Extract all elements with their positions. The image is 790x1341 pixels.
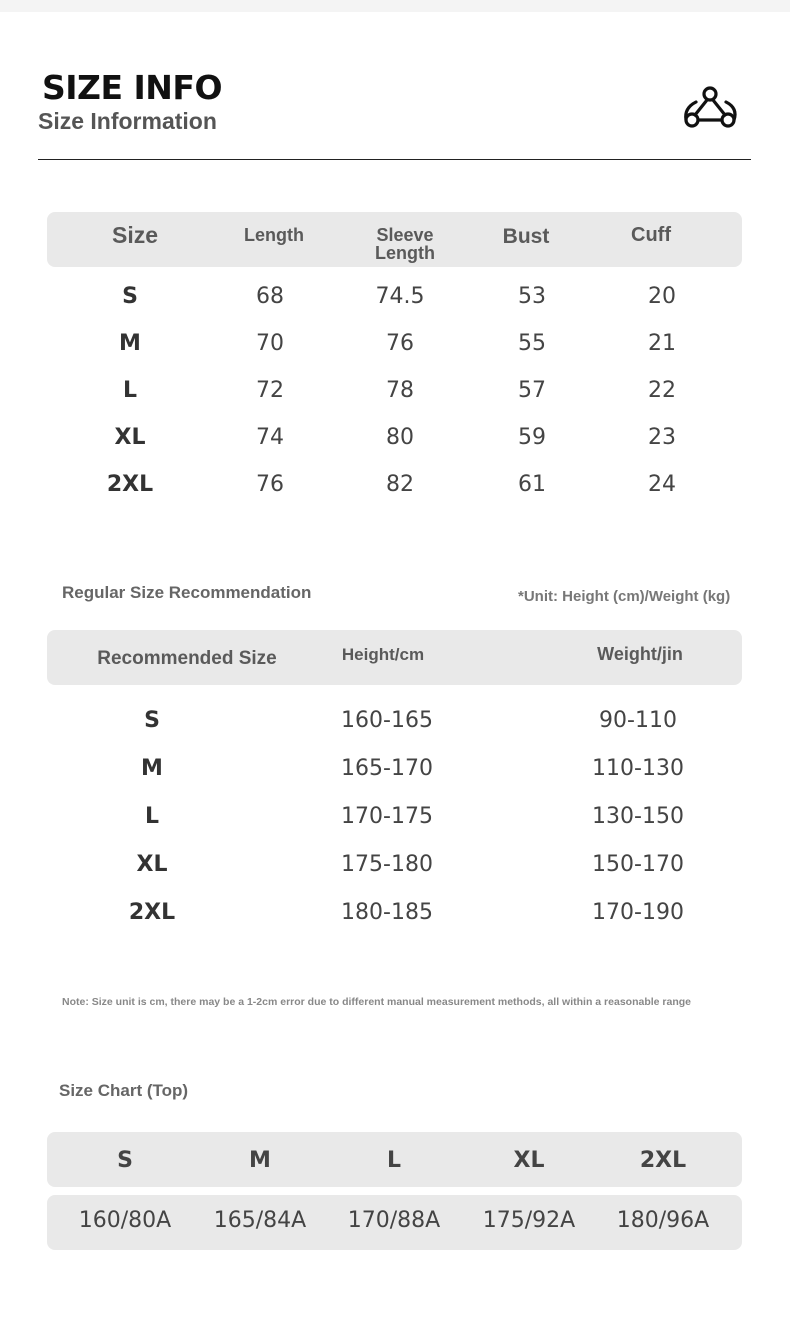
col-weight: Weight/jin <box>597 644 683 664</box>
size-label: M <box>119 331 141 356</box>
table-cell: 20 <box>648 284 676 309</box>
size-label: L <box>122 378 138 403</box>
col-size: Size <box>111 222 159 248</box>
size-chart-code: 165/84A <box>213 1208 307 1233</box>
table-cell: 110-130 <box>592 756 684 781</box>
table-cell: 21 <box>648 331 676 356</box>
col-bust: Bust <box>502 225 550 248</box>
size-label: XL <box>136 852 168 877</box>
size-chart-size: M <box>249 1148 271 1173</box>
size-label: 2XL <box>128 900 176 925</box>
measurement-note: Note: Size unit is cm, there may be a 1-2cm error due to different manual measurement methods, all within a reasonable range <box>62 996 692 1008</box>
table-cell: 170-175 <box>341 804 433 829</box>
col-sleeve-length: Sleeve Length <box>375 225 435 263</box>
size-chart-size: XL <box>513 1148 545 1173</box>
table-cell: 160-165 <box>341 708 433 733</box>
table-cell: 170-190 <box>592 900 684 925</box>
size-chart-size: L <box>386 1148 402 1173</box>
table-cell: 53 <box>518 284 546 309</box>
page-subtitle: Size Information <box>38 108 217 134</box>
table-cell: 74 <box>256 425 284 450</box>
col-cuff: Cuff <box>631 224 671 246</box>
size-chart-code: 180/96A <box>616 1208 710 1233</box>
table-cell: 78 <box>386 378 414 403</box>
table-cell: 59 <box>518 425 546 450</box>
recommendation-title: Regular Size Recommendation <box>62 583 312 602</box>
size-chart-size: 2XL <box>639 1148 687 1173</box>
table-cell: 76 <box>256 472 284 497</box>
table-cell: 23 <box>648 425 676 450</box>
table-cell: 76 <box>386 331 414 356</box>
size-label: 2XL <box>106 472 154 497</box>
size-chart-code: 160/80A <box>78 1208 172 1233</box>
size-label: XL <box>114 425 146 450</box>
table-cell: 175-180 <box>341 852 433 877</box>
table-cell: 130-150 <box>592 804 684 829</box>
table-cell: 22 <box>648 378 676 403</box>
col-height: Height/cm <box>341 645 425 664</box>
unit-note: *Unit: Height (cm)/Weight (kg) <box>518 588 731 605</box>
webhook-icon <box>682 82 740 132</box>
table-cell: 180-185 <box>341 900 433 925</box>
table-cell: 57 <box>518 378 546 403</box>
table-cell: 165-170 <box>341 756 433 781</box>
size-chart-code: 175/92A <box>482 1208 576 1233</box>
page-title: SIZE INFO <box>42 68 222 107</box>
size-chart-title: Size Chart (Top) <box>59 1081 189 1100</box>
table-cell: 72 <box>256 378 284 403</box>
size-label: S <box>122 284 138 309</box>
table-cell: 150-170 <box>592 852 684 877</box>
table-cell: 61 <box>518 472 546 497</box>
size-label: M <box>141 756 163 781</box>
size-chart-code: 170/88A <box>347 1208 441 1233</box>
col-recommended-size: Recommended Size <box>97 648 277 669</box>
table-cell: 82 <box>386 472 414 497</box>
size-label: S <box>144 708 160 733</box>
size-label: L <box>144 804 160 829</box>
table-cell: 55 <box>518 331 546 356</box>
size-chart-size: S <box>117 1148 133 1173</box>
table-cell: 74.5 <box>375 284 425 309</box>
table-cell: 70 <box>256 331 284 356</box>
top-strip <box>0 0 790 12</box>
table-cell: 90-110 <box>599 708 677 733</box>
table-cell: 80 <box>386 425 414 450</box>
table-cell: 68 <box>256 284 284 309</box>
title-divider <box>38 159 751 160</box>
col-length: Length <box>244 225 304 245</box>
table-cell: 24 <box>648 472 676 497</box>
